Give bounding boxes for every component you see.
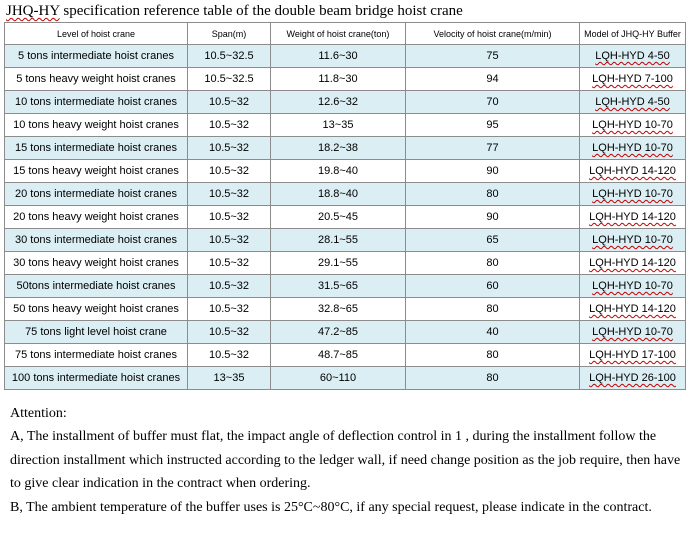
cell-velocity: 80 — [406, 252, 580, 275]
table-row — [5, 206, 686, 229]
header-span: Span(m) — [188, 23, 271, 45]
cell-weight: 28.1~55 — [271, 229, 406, 252]
cell-weight: 48.7~85 — [271, 344, 406, 367]
cell-span: 10.5~32 — [188, 160, 271, 183]
cell-velocity: 77 — [406, 137, 580, 160]
table-row — [5, 252, 686, 275]
table-row — [5, 68, 686, 91]
title-model-name: JHQ-HY — [6, 3, 60, 19]
buffer-model-text: LQH-HYD 7-100 — [592, 73, 673, 85]
cell-velocity: 80 — [406, 367, 580, 390]
cell-level: 10 tons heavy weight hoist cranes — [5, 114, 188, 137]
buffer-model-text: LQH-HYD 14-120 — [589, 165, 676, 177]
buffer-model-text: LQH-HYD 10-70 — [592, 326, 673, 338]
cell-weight: 31.5~65 — [271, 275, 406, 298]
cell-buffer-model — [580, 367, 686, 390]
buffer-model-text: LQH-HYD 10-70 — [592, 142, 673, 154]
header-buffer-model: Model of JHQ-HY Buffer — [580, 23, 686, 45]
cell-weight: 47.2~85 — [271, 321, 406, 344]
cell-level: 75 tons light level hoist crane — [5, 321, 188, 344]
cell-buffer-model — [580, 275, 686, 298]
table-row — [5, 229, 686, 252]
cell-span: 10.5~32.5 — [188, 45, 271, 68]
cell-velocity: 90 — [406, 160, 580, 183]
cell-velocity: 90 — [406, 206, 580, 229]
cell-span: 10.5~32 — [188, 275, 271, 298]
title-text: specification reference table of the double beam bridge hoist crane — [59, 3, 463, 19]
note-a: A, The installment of buffer must flat, the impact angle of deflection control in 1 , during the installment follow the direction installment which instructed according to the ledger wall, if need change position as the job require, then have to give clear indication in the contract when ordering. — [10, 429, 681, 492]
cell-level: 20 tons intermediate hoist cranes — [5, 183, 188, 206]
cell-span: 10.5~32 — [188, 321, 271, 344]
cell-buffer-model — [580, 114, 686, 137]
buffer-model-text: LQH-HYD 4-50 — [595, 96, 670, 108]
table-row — [5, 321, 686, 344]
cell-level: 75 tons intermediate hoist cranes — [5, 344, 188, 367]
table-row — [5, 45, 686, 68]
cell-buffer-model — [580, 229, 686, 252]
table-row — [5, 298, 686, 321]
cell-span: 10.5~32.5 — [188, 68, 271, 91]
buffer-model-text: LQH-HYD 10-70 — [592, 280, 673, 292]
table-body — [5, 45, 686, 390]
cell-buffer-model — [580, 137, 686, 160]
notes-heading: Attention: — [10, 406, 67, 421]
table-header-row — [5, 23, 686, 45]
buffer-model-text: LQH-HYD 26-100 — [589, 372, 676, 384]
cell-span: 13~35 — [188, 367, 271, 390]
cell-span: 10.5~32 — [188, 137, 271, 160]
cell-span: 10.5~32 — [188, 91, 271, 114]
header-velocity: Velocity of hoist crane(m/min) — [406, 23, 580, 45]
cell-span: 10.5~32 — [188, 183, 271, 206]
note-b: B, The ambient temperature of the buffer uses is 25°C~80°C, if any special request, please indicate in the contract. — [10, 499, 652, 515]
cell-weight: 11.8~30 — [271, 68, 406, 91]
cell-buffer-model — [580, 298, 686, 321]
cell-span: 10.5~32 — [188, 114, 271, 137]
cell-buffer-model — [580, 160, 686, 183]
cell-weight: 32.8~65 — [271, 298, 406, 321]
page-title — [6, 2, 463, 20]
buffer-model-text: LQH-HYD 14-120 — [589, 257, 676, 269]
cell-span: 10.5~32 — [188, 252, 271, 275]
cell-buffer-model — [580, 183, 686, 206]
buffer-model-text: LQH-HYD 10-70 — [592, 119, 673, 131]
cell-level: 50tons intermediate hoist cranes — [5, 275, 188, 298]
cell-level: 15 tons intermediate hoist cranes — [5, 137, 188, 160]
cell-velocity: 80 — [406, 183, 580, 206]
cell-weight: 19.8~40 — [271, 160, 406, 183]
table-row — [5, 160, 686, 183]
cell-level: 30 tons heavy weight hoist cranes — [5, 252, 188, 275]
cell-level: 50 tons heavy weight hoist cranes — [5, 298, 188, 321]
cell-level: 30 tons intermediate hoist cranes — [5, 229, 188, 252]
table-row — [5, 183, 686, 206]
cell-velocity: 40 — [406, 321, 580, 344]
cell-weight: 60~110 — [271, 367, 406, 390]
cell-velocity: 65 — [406, 229, 580, 252]
buffer-model-text: LQH-HYD 14-120 — [589, 211, 676, 223]
cell-level: 10 tons intermediate hoist cranes — [5, 91, 188, 114]
cell-weight: 13~35 — [271, 114, 406, 137]
cell-level: 20 tons heavy weight hoist cranes — [5, 206, 188, 229]
cell-weight: 11.6~30 — [271, 45, 406, 68]
cell-buffer-model — [580, 206, 686, 229]
cell-velocity: 75 — [406, 45, 580, 68]
cell-level: 15 tons heavy weight hoist cranes — [5, 160, 188, 183]
attention-notes — [10, 402, 686, 519]
cell-buffer-model — [580, 252, 686, 275]
buffer-model-text: LQH-HYD 14-120 — [589, 303, 676, 315]
cell-weight: 18.2~38 — [271, 137, 406, 160]
buffer-model-text: LQH-HYD 10-70 — [592, 234, 673, 246]
cell-weight: 29.1~55 — [271, 252, 406, 275]
cell-span: 10.5~32 — [188, 344, 271, 367]
cell-buffer-model — [580, 68, 686, 91]
table-row — [5, 91, 686, 114]
buffer-model-text: LQH-HYD 4-50 — [595, 50, 670, 62]
table-row — [5, 114, 686, 137]
table-row — [5, 344, 686, 367]
cell-velocity: 60 — [406, 275, 580, 298]
cell-weight: 20.5~45 — [271, 206, 406, 229]
cell-level: 5 tons heavy weight hoist cranes — [5, 68, 188, 91]
header-weight: Weight of hoist crane(ton) — [271, 23, 406, 45]
table-row — [5, 275, 686, 298]
cell-buffer-model — [580, 344, 686, 367]
cell-buffer-model — [580, 321, 686, 344]
cell-velocity: 95 — [406, 114, 580, 137]
cell-velocity: 80 — [406, 298, 580, 321]
cell-velocity: 94 — [406, 68, 580, 91]
cell-level: 5 tons intermediate hoist cranes — [5, 45, 188, 68]
cell-weight: 12.6~32 — [271, 91, 406, 114]
cell-velocity: 80 — [406, 344, 580, 367]
cell-buffer-model — [580, 91, 686, 114]
cell-buffer-model — [580, 45, 686, 68]
cell-weight: 18.8~40 — [271, 183, 406, 206]
buffer-model-text: LQH-HYD 17-100 — [589, 349, 676, 361]
header-level: Level of hoist crane — [5, 23, 188, 45]
buffer-model-text: LQH-HYD 10-70 — [592, 188, 673, 200]
table-row — [5, 137, 686, 160]
spec-table — [4, 22, 686, 390]
cell-span: 10.5~32 — [188, 298, 271, 321]
table-row — [5, 367, 686, 390]
cell-span: 10.5~32 — [188, 206, 271, 229]
cell-span: 10.5~32 — [188, 229, 271, 252]
cell-velocity: 70 — [406, 91, 580, 114]
cell-level: 100 tons intermediate hoist cranes — [5, 367, 188, 390]
